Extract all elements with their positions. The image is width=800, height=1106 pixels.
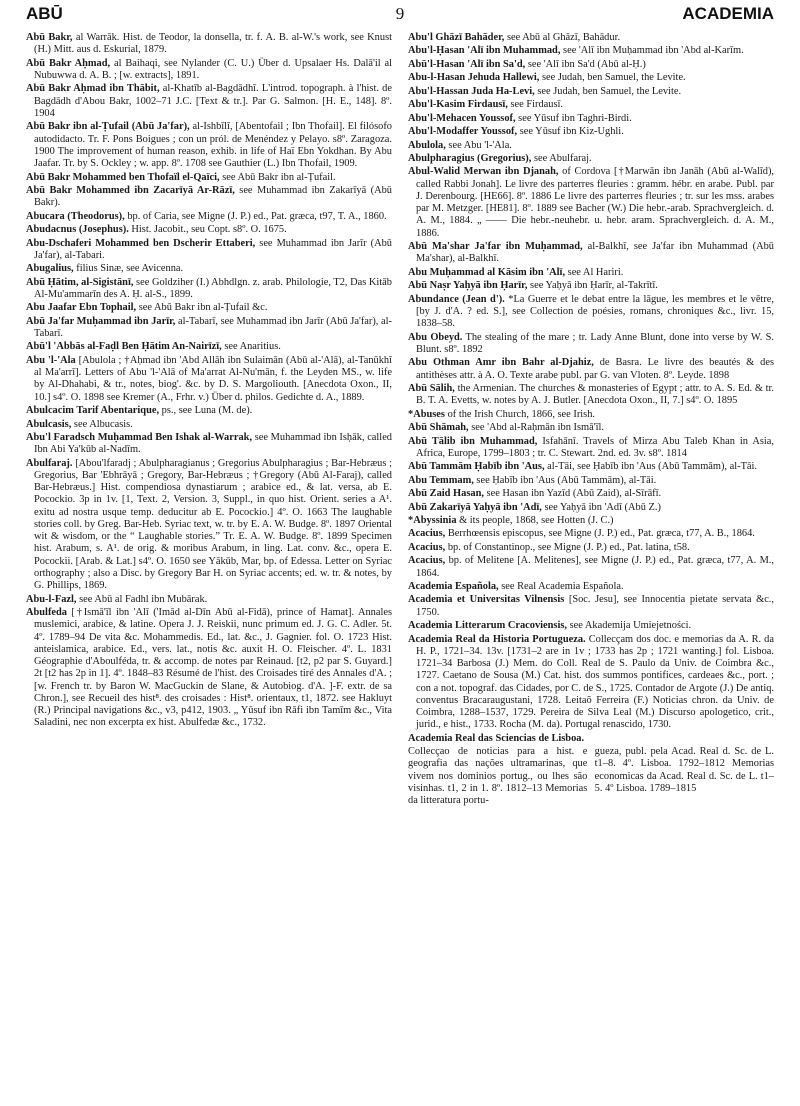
entry-heading: Abu Temmam, — [408, 474, 474, 486]
entry-heading: Abudacnus (Josephus). — [26, 224, 129, 236]
catalogue-entry — [408, 280, 774, 292]
entry-text: al-Balkhī, see Ja'far ibn Muhammad (Abū Ma'shar), al-Balkhī. — [416, 241, 774, 265]
entry-heading: Abū Zakarīyā Yaḥyā ibn 'Adī, — [408, 501, 542, 513]
entry-text: al Warrāk. Hist. de Teodor, la donsella, tr. f. A. B. al-W.'s work, see Knust (H.) Mitt. aus d. Eskurial, 1879. — [34, 32, 392, 56]
entry-heading: Abu-l-Fazl, — [26, 593, 77, 605]
header-right: ACADEMIA — [682, 4, 774, 23]
entry-heading: Abugalius, — [26, 263, 74, 275]
entry-heading: *Abuses — [408, 408, 445, 420]
entry-text: see Yaḥyā ibn Ḥarīr, al-Takrītī. — [527, 280, 658, 292]
entry-heading: Abū Zaid Hasan, — [408, 488, 484, 500]
catalogue-entry — [408, 620, 774, 632]
entry-text: & its people, 1868, see Hotten (J. C.) — [456, 514, 614, 526]
entry-heading: Abu Obeyd. — [408, 331, 463, 343]
entry-text: see Firdausī. — [507, 99, 564, 111]
catalogue-entry — [408, 733, 774, 745]
entry-heading: Abu 'l-'Ala — [26, 354, 76, 366]
entry-text: Berrhœensis episcopus, see Migne (J. P.) ed., Pat. græca, t77, A. B., 1864. — [445, 528, 755, 540]
entry-heading: Abulfaraj. — [26, 457, 73, 469]
entry-heading: Abu Muḥammad al Kāsim ibn 'Alī, — [408, 266, 566, 278]
entry-text: [Soc. Jesu], see Innocentia pietate servata &c., 1750. — [416, 594, 774, 618]
entry-text: The stealing of the mare ; tr. Lady Anne Blunt, done into verse by W. S. Blunt. s8º. 1892 — [416, 331, 774, 355]
entry-text: the Armenian. The churches & monasteries of Egypt ; attr. to A. S. Ed. & tr. B. T. A. Evetts, w. notes by A. J. Butler. [Anecdota Oxon., II, 7.] s4º. O. 1895 — [416, 382, 774, 407]
entry-text: see Al Hariri. — [565, 266, 624, 278]
entry-text: see Hasan ibn Yazīd (Abū Zaid), al-Sīrāfī. — [483, 488, 662, 500]
sub-column-right: gueza, publ. pela Acad. Real d. Sc. de L. t1–8. 4º. Lisboa. 1792–1812 Memorias economicas da Acad. Real d. Sc. de L. t1–5. 4º Lisboa. 1789–1815 — [594, 746, 774, 794]
entry-heading: Abū Bakr Aḥmad, — [26, 57, 111, 69]
entry-text: see Abu 'l-'Ala. — [445, 139, 512, 151]
entry-text: see Real Academia Española. — [498, 580, 624, 592]
entry-text: see Abulfaraj. — [531, 152, 592, 164]
entry-text: see Anaritius. — [221, 341, 281, 353]
entry-heading: Abulpharagius (Gregorius), — [408, 152, 532, 164]
sub-column-left: Collecçao de noticias para a hist. e geografia das nações ultramarinas, que vivem nos dominios portug., ou lhes são visinhas. t1, 2 in 1. 8º. 1812–13 Memorias da litteratura portu- — [408, 746, 588, 807]
catalogue-entry — [408, 267, 774, 279]
catalogue-entry — [26, 185, 392, 210]
entry-heading: Academia Real das Sciencias de Lisboa. — [408, 732, 585, 744]
entry-text: [Abou'lfaradj ; Abulpharagianus ; Gregorius Abulpharagius ; Bar-Hebræus ; Gregorius, Bar 'Ebhrāyā ; Gregory, Bar-Hebræus ; †Gregory (Abū Al-Faraj), called Bar-Hebræus.] Hist. compendiosa dynastiarum ; arabice ed., & lat. versa, ab E. Pocockio. 3p in 1v. [1, Text. 2, Version. 3, Suppl., in quo hist. Orient. series a A¹. exitu ad nostra usque temp. deducitur ab E. Pocockio.] 4º. O. 1663 The laughable stories coll. by Greg. Bar-Heb. Syriac text, w. tr. by E. A. W. Budge. 8º. 1897 Oriental wit & wisdom, or the “ Laughable stories.” Tr. E. A. W. Budge. 8º. 1899 Specimen hist. Arabum, s. A¹. de orig. & moribus Arabum, in ling. Lat. conv. &c., opera E. Pocockii. [Arab. & Lat.] s4º. O. 1650 see Yākūb, Mar, bp. of Edessa. Letter on Syriac orthography ; also a Disc. by Gregory Bar H. on Syriac accents; ed. w. tr. & notes, by G. Phillips, 1869. — [34, 457, 392, 592]
catalogue-entry — [408, 357, 774, 382]
catalogue-entry — [408, 594, 774, 619]
catalogue-entry — [408, 86, 774, 98]
entry-heading: Abū Tālib ibn Muhammad, — [408, 435, 538, 447]
catalogue-entry — [408, 45, 774, 57]
entry-heading: Academia et Universitas Vilnensis — [408, 594, 565, 606]
entry-text: see Judah, ben Samuel, the Levite. — [534, 85, 682, 97]
catalogue-entry — [26, 172, 392, 184]
catalogue-entry — [408, 502, 774, 514]
entry-text: [Abulola ; †Aḥmad ibn 'Abd Allāh ibn Sulaimān (Abū al-'Alā), al-Tanūkhī al Ma'arrī]. Letters of Abu 'l-'Alā of Ma'arrat Al-Nu'mān, f. the Leyden MS., w. life by Al-Dhahabi, & tr., notes, biog'. &c. by D. S. Margoliouth. [Anecdota Oxon., II, 10.] s4º. O. 1898 see Kremer (A., Frhr. v.) Über d. philos. Gedichte d. A., 1889. — [34, 354, 392, 403]
entry-heading: Abu'l Faradsch Muḥammad Ben Ishak al-Warrak, — [26, 431, 253, 443]
entry-text: ps., see Luna (M. de). — [159, 405, 253, 417]
entry-heading: Abū Tammām Ḥabīb ibn 'Aus, — [408, 461, 545, 473]
entry-text: see 'Abd al-Raḥmān ibn Ismā'īl. — [468, 422, 604, 434]
entry-text: al-Khatīb al-Bagdādhī. L'introd. topograph. à l'hist. de Bagdādh d'Abou Bakr, 1002–71 J.C. [Text & tr.]. Par G. Salmon. [H. E., 148]. 8º. 1904 — [34, 83, 392, 119]
entry-text: see Akademija Umiejetności. — [567, 620, 692, 632]
entry-heading: Abulfeda — [26, 607, 67, 618]
catalogue-entry — [408, 294, 774, 331]
entry-heading: Abū Bakr, — [26, 32, 73, 43]
catalogue-entry — [408, 332, 774, 357]
entry-heading: Abulcasis, — [26, 418, 72, 430]
entry-text: see Muhammad ibn Jarīr (Abū Ja'far), al-Tabari. — [34, 237, 392, 261]
two-column-body — [26, 32, 774, 1102]
catalogue-entry — [26, 32, 392, 57]
catalogue-entry — [408, 166, 774, 240]
catalogue-entry — [408, 241, 774, 266]
entry-text: *La Guerre et le debat entre la lāgue, les membres et le vētre, [by J. d'A. ? ed. S.], see Collection de poésies, romans, chroniques &c., livr. 15, 1838–58. — [416, 293, 774, 330]
entry-text: Hist. Jacobit., seu Copt. s8º. O. 1675. — [128, 224, 287, 236]
entry-text: see Judah, ben Samuel, the Levite. — [539, 72, 686, 84]
entry-heading: Abū Bakr Mohammed ben Thofaïl el-Qaïci, — [26, 171, 220, 183]
catalogue-entry — [26, 211, 392, 223]
entry-heading: Abu-l-Hasan Jehuda Hallewi, — [408, 72, 540, 84]
entry-text: see Muhammad ibn Zakarīyā (Abū Bakr). — [34, 184, 392, 209]
catalogue-entry — [408, 422, 774, 434]
entry-heading: Abulcacim Tarif Abentarique, — [26, 405, 160, 417]
entry-heading: Abū Bakr Aḥmad ibn Thābit, — [26, 83, 160, 95]
entry-heading: Abū Ma'shar Ja'far ibn Muḥammad, — [408, 241, 583, 253]
entry-heading: *Abyssinia — [408, 514, 457, 526]
catalogue-entry — [408, 72, 774, 84]
sub-columns — [408, 746, 774, 807]
catalogue-entry — [408, 436, 774, 461]
entry-heading: Abū'l 'Abbās al-Faḍl Ben Ḥātim An-Nairīzī, — [26, 341, 222, 353]
catalogue-entry — [26, 341, 392, 353]
catalogue-entry — [26, 432, 392, 457]
catalogue-entry — [26, 419, 392, 431]
entry-text: see Abū al Fadhl ibn Mubārak. — [76, 593, 208, 605]
catalogue-entry — [408, 59, 774, 71]
entry-text: al Baihaqi, see Nylander (C. U.) Über d. Upsalaer Hs. Dalā'il al Nubuwwa d. A. B. ; [w. extracts], 1891. — [34, 57, 392, 81]
entry-text: see Yaḥyā ibn 'Adī (Abū Z.) — [541, 501, 661, 513]
entry-text: al-Ishbīlī, [Abentofail ; Ibn Thofail]. El filósofo autodidacto. Tr. F. Pons Boigues ; con un pról. de Menéndez y Pelayo. s8º. Zaragoza. 1900 The improvement of human reason, exhib. in life of Haï Ebn Yokdhan. By Abu Jaafar. Tr. by S. Ockley ; w. app. 8º. 1708 see Gauthier (L.) Ibn Thofail, 1909. — [34, 121, 392, 170]
entry-heading: Abū Ja'far Muḥammad ibn Jarīr, — [26, 315, 176, 327]
entry-heading: Abu Jaafar Ebn Tophail, — [26, 302, 137, 314]
catalogue-entry — [408, 99, 774, 111]
entry-text: bp. of Constantinop., see Migne (J. P.) ed., Pat. latina, t58. — [445, 541, 690, 553]
catalogue-entry — [408, 515, 774, 527]
catalogue-entry — [26, 277, 392, 302]
entry-heading: Abundance (Jean d'). — [408, 293, 505, 305]
catalogue-entry — [26, 316, 392, 341]
entry-heading: Abulola, — [408, 139, 446, 151]
catalogue-entry — [408, 488, 774, 500]
entry-heading: Abū Naṣr Yaḥyā ibn Ḥarīr, — [408, 280, 528, 292]
entry-heading: Abu'l-Ḥasan 'Alī ibn Muhammad, — [408, 45, 561, 57]
entry-text: see Goldziher (I.) Abhdlgn. z. arab. Philologie, T2, Das Kitāb Al-Mu'ammarīn des A. Ḥ. al-S., 1899. — [34, 276, 392, 300]
entry-text: see Albucasis. — [71, 418, 133, 430]
entry-text: see Muhammad ibn Isḥāk, called Ibn Abi Ya'kūb al-Nadīm. — [34, 431, 392, 456]
catalogue-entry — [408, 528, 774, 540]
catalogue-entry — [26, 263, 392, 275]
catalogue-entry — [26, 405, 392, 417]
entry-text: see Abū al Ghāzī, Bahādur. — [504, 32, 621, 43]
entry-text: see 'Alī ibn Muḥammad ibn 'Abd al-Karīm. — [560, 45, 744, 57]
entry-heading: Abu'l-Mehacen Youssof, — [408, 112, 516, 124]
entry-text: [†Ismā'īl ibn 'Alī ('Imād al-Dīn Abū al-Fidā), prince of Hamat]. Annales muslemici, arabice, & latine. Opera J. J. Reiskii, nunc primum ed. J. G. C. Adler. 5t. 4º. 1789–94 De vita &c. Mohammedis. Ed., lat. &c., J. Gagnier. fol. O. 1723 Hist. anteislamica, arabice. Ed., vers. lat., notis &c. auxit H. O. Fleischer. 4º. L. 1831 Géographie d'Aboulféda, tr. & accomp. de notes par Reinaud. [t2, p2 par S. Guyard.] 2t [t2 has 2p in 1]. 4º. 1848–83 Résumé de l'hist. des Croisades tiré des Annales d'A. ; [w. French tr. by Baron W. MacGuckin de Slane, & Autobiog. d'A. ]-F. extr. de sa Chron.], see Recueil des hist⁸. des croisades : Hist⁸. orientaux, t1, 1872. see Hakluyt (R.) Principal navigations &c., v3, p412, 1903. „ Yūsuf ibn Rāfi ibn Tamīm &c., Vita Saladini, nec non excerpta ex hist. Abulfedæ &c., 1732. — [34, 607, 392, 729]
catalogue-entry — [26, 355, 392, 404]
catalogue-entry — [26, 121, 392, 170]
catalogue-entry — [408, 542, 774, 554]
entry-heading: Abu'l-Kasim Firdausī, — [408, 99, 508, 111]
catalogue-entry — [26, 58, 392, 83]
entry-heading: Acacius, — [408, 528, 446, 540]
catalogue-entry — [26, 594, 392, 606]
catalogue-entry — [26, 224, 392, 236]
entry-heading: Abū'l-Hasan 'Alī ibn Sa'd, — [408, 58, 526, 70]
entry-text: of Cordova [†Marwān ibn Janāh (Abū al-Walīd), called Rabbi Jonah]. Le livre des parterres fleuries : gramm. hébr. en arabe. Publ. par J. Derenbourg. [HE66]. 8º. 1886 Le livre des parterres fleuries ; tr. sur les mss. arabes par M. Metzger. [HE81]. 8º. 1889 see Bacher (W.) Die hebr.-arab. Sprachvergleich. d. A. M., 1884. „ —— Die hebr.-neuhebr. u. hebr. aram. Sprachvergleich. d. A. M., 1886. — [416, 166, 774, 239]
catalogue-entry — [408, 140, 774, 152]
page-number: 9 — [395, 4, 405, 23]
catalogue-entry — [408, 153, 774, 165]
entry-heading: Academia Española, — [408, 580, 499, 592]
catalogue-entry — [408, 461, 774, 473]
entry-heading: Abu'l-Hassan Juda Ha-Levi, — [408, 85, 535, 97]
entry-heading: Abū Bakr ibn al-Ṭufail (Abū Ja'far), — [26, 121, 190, 133]
entry-text: filius Sinæ, see Avicenna. — [73, 263, 184, 275]
entry-heading: Academia Litterarum Cracoviensis, — [408, 620, 568, 632]
entry-heading: Acacius, — [408, 555, 446, 567]
left-column — [26, 32, 392, 1102]
entry-text: of the Irish Church, 1866, see Irish. — [444, 408, 596, 420]
entry-text: bp. of Melitene [A. Melitenes], see Migne (J. P.) ed., Pat. græca, t77, A. M., 1864. — [416, 555, 774, 579]
entry-heading: Abū Shāmah, — [408, 422, 469, 434]
catalogue-entry — [408, 555, 774, 580]
catalogue-entry — [26, 458, 392, 593]
catalogue-entry — [26, 607, 392, 730]
catalogue-entry — [408, 409, 774, 421]
entry-text: see Ḥabīb ibn 'Aus (Abū Tammām), al-Tāi. — [473, 474, 657, 486]
entry-heading: Abul-Walid Merwan ibn Djanah, — [408, 166, 559, 178]
catalogue-entry — [408, 475, 774, 487]
entry-heading: Abu'l Ghāzī Bahāder, — [408, 32, 505, 43]
catalogue-entry — [26, 302, 392, 314]
catalogue-entry — [26, 238, 392, 263]
entry-text: see Yūsuf ibn Kiz-Ughli. — [517, 126, 624, 138]
catalogue-entry — [408, 634, 774, 732]
right-entries — [408, 32, 774, 745]
catalogue-entry — [26, 83, 392, 120]
right-column — [408, 32, 774, 1102]
entry-text: see Abū Bakr ibn al-Ṭufail &c. — [136, 302, 268, 314]
catalogue-entry — [408, 126, 774, 138]
catalogue-entry — [408, 113, 774, 125]
entry-text: al-Tāi, see Ḥabīb ibn 'Aus (Abū Tammām), al-Tāi. — [544, 461, 758, 473]
header-left: ABŪ — [26, 4, 63, 23]
entry-text: al-Tabarī, see Muhammad ibn Jarīr (Abū Ja'far), al-Tabarī. — [34, 315, 392, 339]
catalogue-entry — [408, 383, 774, 408]
catalogue-entry — [408, 581, 774, 593]
entry-heading: Abucara (Theodorus), — [26, 210, 125, 222]
entry-text: Collecçam dos doc. e memorias da A. R. da H. P., 1721–34. 13v. [1731–2 are in 1v ; 1733 has 2p ; 1721 wanting.] fol. Lisboa. 1721–34 Barbosa (J.) Mem. do Coll. Real de S. Paulo da Univ. de Coimbra &c., 1727. Caetano de Sousa (M.) Cat. hist. dos summos pontifices, cardeaes &c., port. ; con a not. topograf. das Cidades, por C. de S., 1725. Contador de Argote (J.) De antiq. conventus Bracaraugustani, 1728. Leitaõ Ferreira (F.) Noticias chron. da Univ. de Coimbra, 1288–1537, 1729. Pereira de Silva Leal (M.) Discurso apologetico, crit., jurid., e hist., 1733. Rocha (M. da). Portugal renascido, 1730. — [416, 633, 774, 731]
entry-heading: Abū Bakr Mohammed ibn Zacarīyā Ar-Rāzī, — [26, 184, 235, 196]
catalogue-entry — [408, 32, 774, 44]
entry-text: bp. of Caria, see Migne (J. P.) ed., Pat. græca, t97, T. A., 1860. — [124, 210, 387, 222]
entry-text: de Basra. Le livre des beautés & des antithèses attr. à A. O. Texte arabe publ. par G. van Vloten. 8º. Leyde. 1898 — [416, 357, 774, 381]
entry-heading: Abū Ḥātim, al-Sigistānī, — [26, 276, 134, 288]
entry-heading: Abu'l-Modaffer Youssof, — [408, 126, 518, 138]
entry-heading: Acacius, — [408, 541, 446, 553]
entry-heading: Abu-Dschaferi Mohammed ben Dscherir Ettaberi, — [26, 237, 256, 249]
entry-text: see Abū Bakr ibn al-Ṭufail. — [219, 171, 336, 183]
entry-text: see Yūsuf ibn Taghri-Birdi. — [515, 112, 632, 124]
entry-heading: Abu Othman Amr ibn Bahr al-Djahiz, — [408, 357, 594, 369]
entry-text: see 'Alī ibn Sa'd (Abū al-Ḥ.) — [525, 58, 646, 70]
entry-heading: Academia Real da Historia Portugueza. — [408, 633, 586, 645]
entry-heading: Abū Sālih, — [408, 382, 455, 394]
running-header — [26, 4, 774, 30]
entry-text: Isfahānī. Travels of Mirza Abu Taleb Khan in Asia, Africa, Europe, 1799–1803 ; tr. C. Stewart. 2nd. ed. 3v. s8º. 1814 — [416, 435, 774, 459]
